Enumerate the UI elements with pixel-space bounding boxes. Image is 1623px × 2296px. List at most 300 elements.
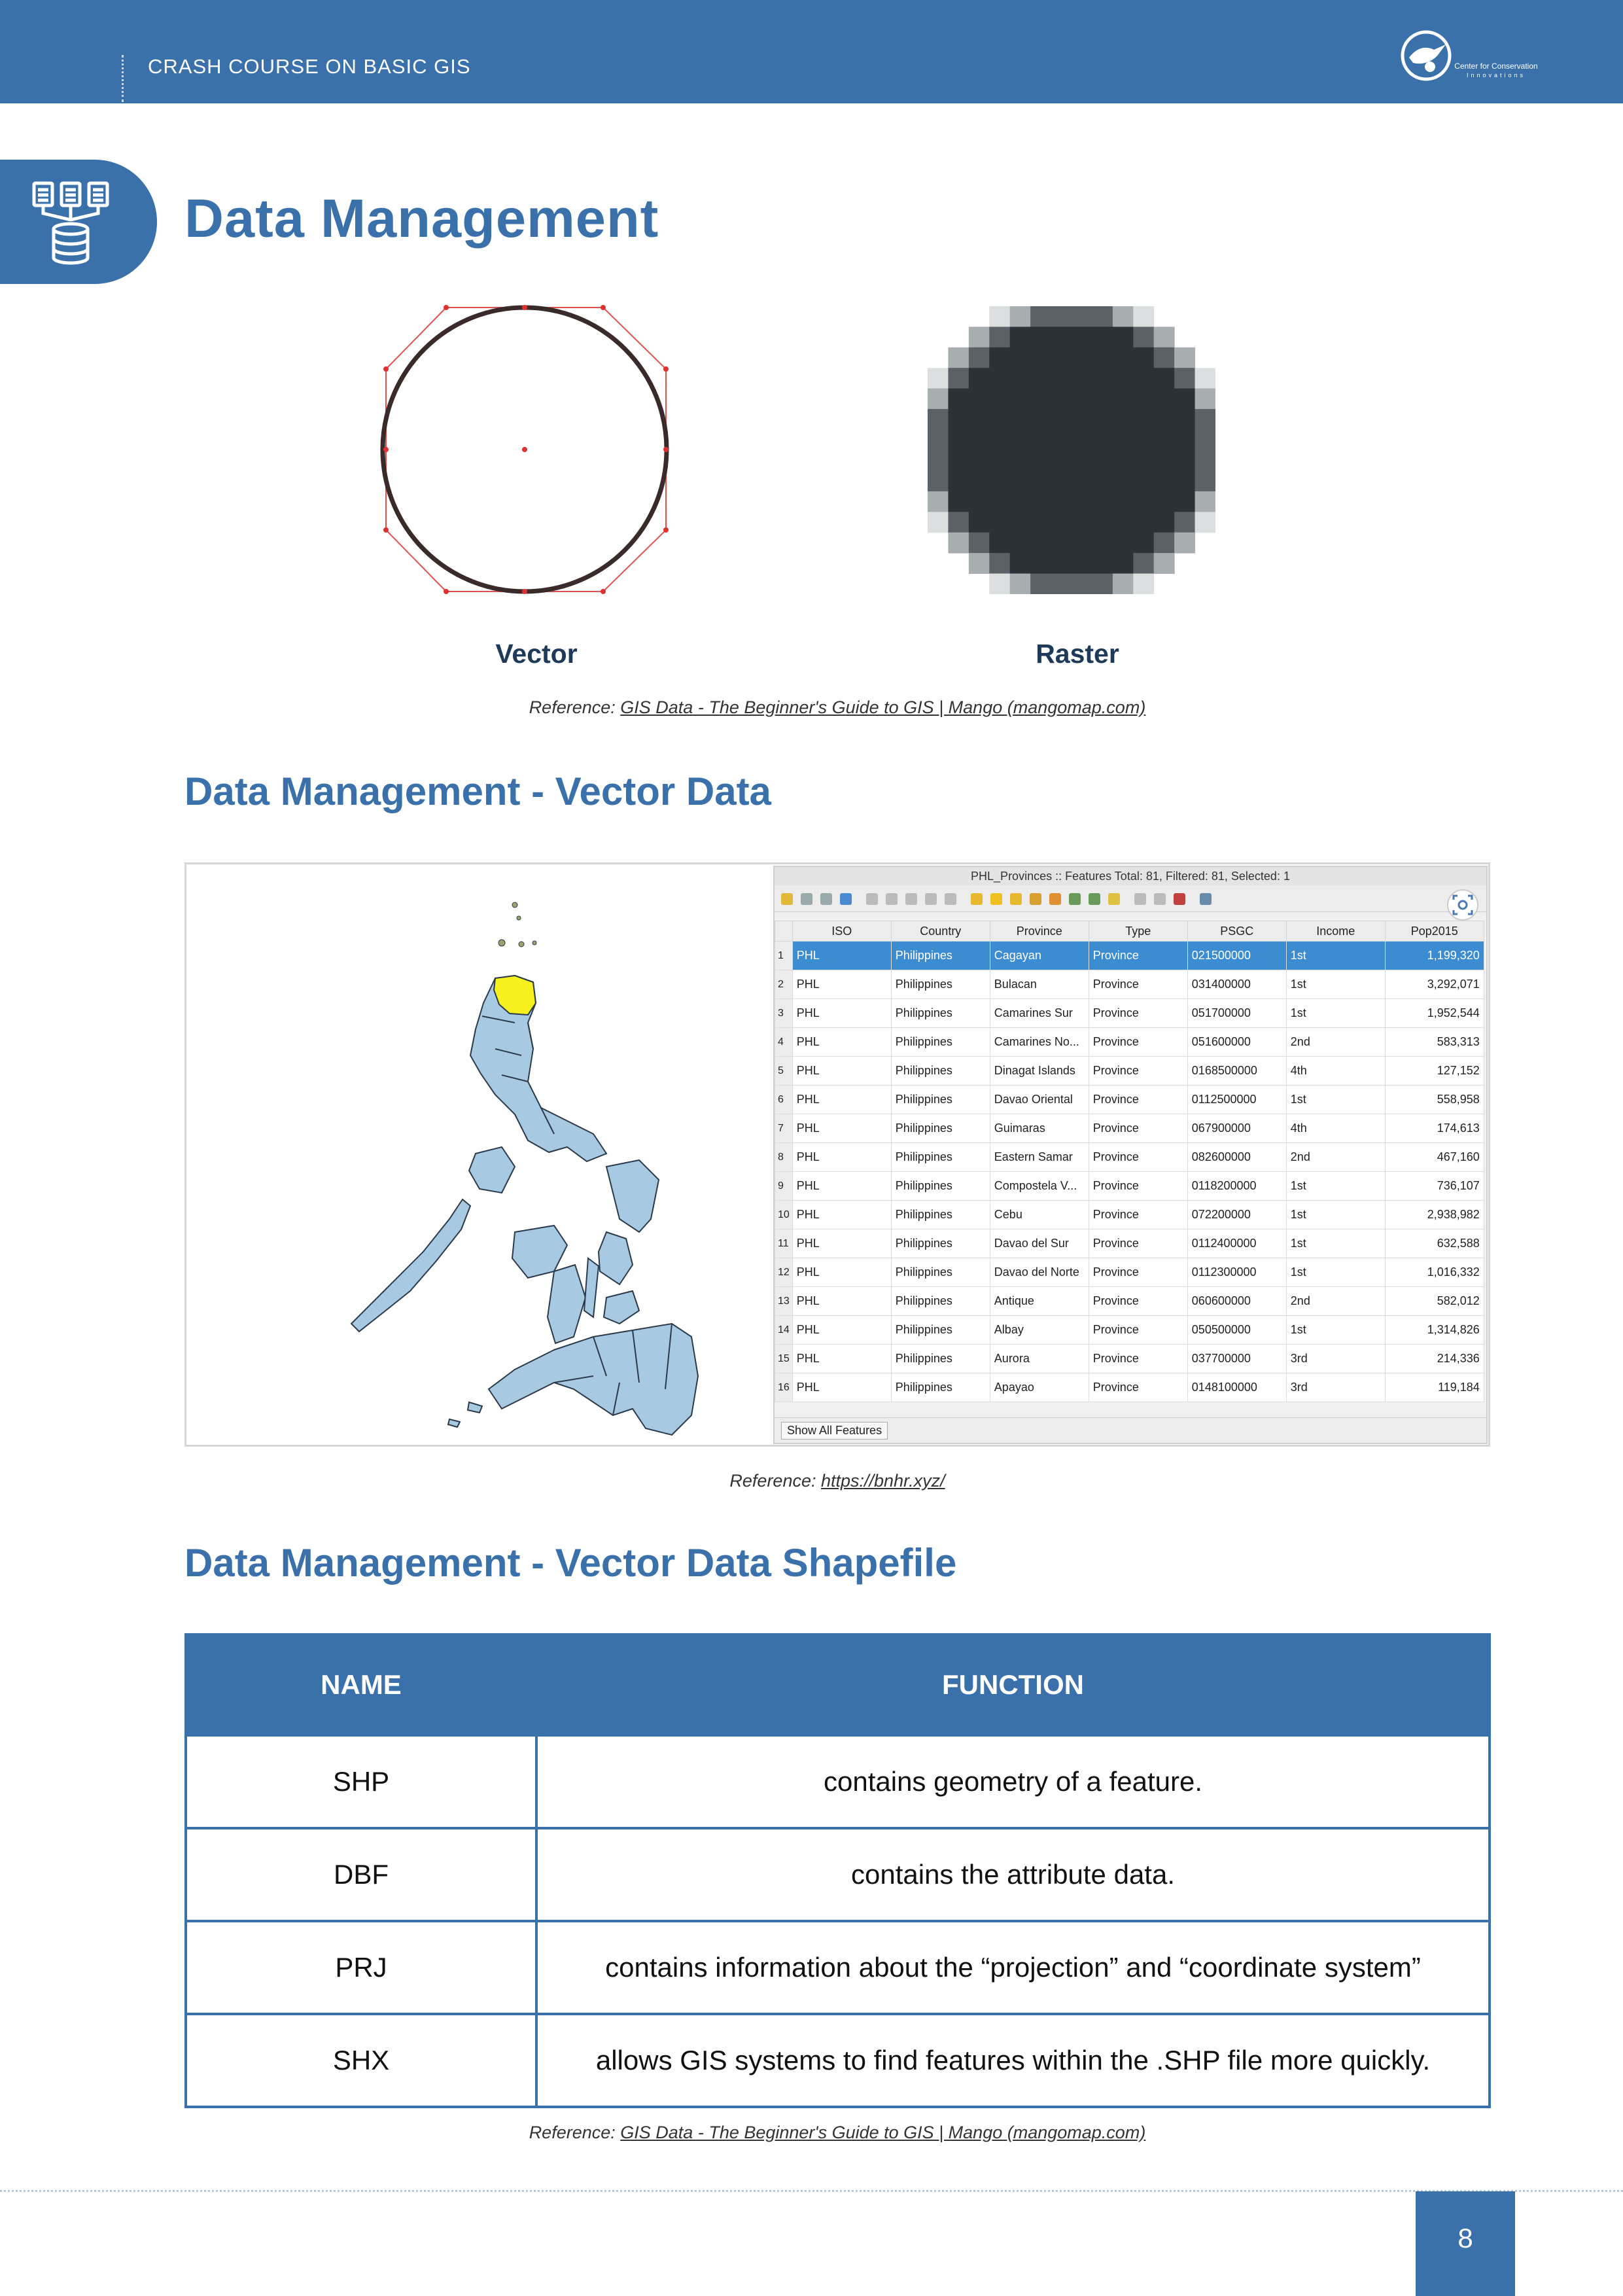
table-row[interactable] <box>775 1229 1484 1258</box>
table-cell[interactable]: Province <box>1089 1287 1187 1316</box>
raster-pixel <box>969 553 990 574</box>
table-cell[interactable]: Province <box>1089 1229 1187 1258</box>
raster-pixel <box>928 389 949 410</box>
table-row[interactable] <box>775 1316 1484 1345</box>
raster-pixel <box>969 327 990 347</box>
table-cell[interactable]: PHL <box>792 1287 891 1316</box>
table-cell[interactable]: Philippines <box>891 1086 990 1114</box>
row-number[interactable]: 1 <box>775 942 793 970</box>
table-cell[interactable]: 1,016,332 <box>1385 1258 1484 1287</box>
table-cell[interactable]: PHL <box>792 999 891 1028</box>
raster-pixel <box>1030 450 1051 471</box>
raster-pixel <box>989 327 1010 347</box>
table-cell[interactable]: Antique <box>990 1287 1089 1316</box>
delete-feature-icon[interactable] <box>886 893 898 905</box>
raster-pixel <box>1174 347 1195 368</box>
table-cell[interactable]: Philippines <box>891 1172 990 1201</box>
column-header[interactable]: ISO <box>792 921 891 942</box>
column-header[interactable]: Pop2015 <box>1385 921 1484 942</box>
table-cell[interactable]: Cebu <box>990 1201 1089 1229</box>
raster-pixel <box>1113 430 1134 451</box>
raster-pixel <box>1133 306 1154 327</box>
raster-pixel <box>1030 389 1051 410</box>
raster-pixel <box>1195 491 1215 512</box>
raster-pixel <box>1154 470 1175 491</box>
table-cell[interactable]: 082600000 <box>1187 1143 1286 1172</box>
raster-pixel <box>1010 574 1031 594</box>
raster-pixel <box>1010 450 1031 471</box>
row-number[interactable]: 9 <box>775 1172 793 1201</box>
table-cell[interactable]: 2nd <box>1286 1143 1385 1172</box>
raster-pixel <box>1154 347 1175 368</box>
raster-pixel <box>1051 491 1072 512</box>
show-all-features-button[interactable]: Show All Features <box>781 1422 888 1439</box>
table-cell[interactable]: Province <box>1089 1114 1187 1143</box>
raster-pixel <box>989 347 1010 368</box>
raster-pixel <box>1010 327 1031 347</box>
table-cell[interactable]: PHL <box>792 970 891 999</box>
raster-pixel <box>989 389 1010 410</box>
pencil-icon[interactable] <box>781 893 793 905</box>
reference-link[interactable]: https://bnhr.xyz/ <box>821 1471 945 1491</box>
table-cell[interactable]: PHL <box>792 1028 891 1057</box>
raster-pixel <box>989 306 1010 327</box>
raster-circle-figure <box>928 306 1215 594</box>
table-cell[interactable]: PHL <box>792 942 891 970</box>
raster-pixel <box>989 533 1010 554</box>
raster-pixel <box>1174 491 1195 512</box>
table-cell[interactable]: Philippines <box>891 1114 990 1143</box>
raster-pixel <box>948 512 969 533</box>
table-cell[interactable]: 1st <box>1286 999 1385 1028</box>
table-row[interactable] <box>775 970 1484 999</box>
raster-pixel <box>1113 574 1134 594</box>
raster-label: Raster <box>1036 639 1119 669</box>
table-cell[interactable]: PHL <box>792 1114 891 1143</box>
table-row[interactable] <box>775 1028 1484 1057</box>
raster-pixel <box>1174 430 1195 451</box>
footer-divider <box>0 2190 1623 2192</box>
select-all-icon[interactable] <box>990 893 1002 905</box>
row-number[interactable]: 14 <box>775 1316 793 1345</box>
vector-label: Vector <box>495 639 578 669</box>
section-tab <box>0 160 157 284</box>
raster-pixel <box>1154 327 1175 347</box>
table-cell[interactable]: 0112300000 <box>1187 1258 1286 1287</box>
raster-pixel <box>969 409 990 430</box>
row-number[interactable]: 13 <box>775 1287 793 1316</box>
raster-pixel <box>1113 409 1134 430</box>
table-cell[interactable]: 050500000 <box>1187 1316 1286 1345</box>
table-cell[interactable]: Compostela V... <box>990 1172 1089 1201</box>
table-row[interactable] <box>775 1373 1484 1402</box>
raster-pixel <box>1072 347 1092 368</box>
file-function: contains the attribute data. <box>536 1828 1490 1921</box>
table-cell[interactable]: Province <box>1089 942 1187 970</box>
raster-pixel <box>1010 533 1031 554</box>
table-cell[interactable]: 3,292,071 <box>1385 970 1484 999</box>
raster-pixel <box>1174 512 1195 533</box>
table-row[interactable] <box>775 1057 1484 1086</box>
logo-line-2: Innovations <box>1466 72 1526 79</box>
file-extension: SHP <box>186 1735 536 1828</box>
attribute-table-header <box>775 921 1484 942</box>
raster-pixel <box>1072 533 1092 554</box>
raster-pixel <box>1010 389 1031 410</box>
table-cell[interactable]: 067900000 <box>1187 1114 1286 1143</box>
row-number-header <box>775 921 793 942</box>
raster-pixel <box>1092 389 1113 410</box>
table-cell[interactable]: Province <box>1089 1028 1187 1057</box>
raster-pixel <box>1154 368 1175 389</box>
table-row[interactable] <box>775 999 1484 1028</box>
raster-pixel <box>1195 470 1215 491</box>
reference-link[interactable]: GIS Data - The Beginner's Guide to GIS | Mango (mangomap.com) <box>620 698 1146 717</box>
table-cell[interactable]: Philippines <box>891 970 990 999</box>
paste-icon[interactable] <box>945 893 956 905</box>
raster-pixel <box>1133 389 1154 410</box>
raster-pixel <box>1133 430 1154 451</box>
add-feature-icon[interactable] <box>866 893 878 905</box>
table-cell[interactable]: 051700000 <box>1187 999 1286 1028</box>
table-cell[interactable]: 127,152 <box>1385 1057 1484 1086</box>
row-number[interactable]: 3 <box>775 999 793 1028</box>
table-cell[interactable]: Philippines <box>891 1028 990 1057</box>
table-cell[interactable]: PHL <box>792 1258 891 1287</box>
zoom-selection-icon[interactable] <box>1108 893 1120 905</box>
table-cell[interactable]: 037700000 <box>1187 1345 1286 1373</box>
raster-pixel <box>928 491 949 512</box>
reference-3 <box>184 2123 1490 2143</box>
raster-pixel <box>1010 430 1031 451</box>
table-cell[interactable]: 214,336 <box>1385 1345 1484 1373</box>
table-cell[interactable]: Province <box>1089 1345 1187 1373</box>
field-calculator-icon[interactable] <box>1174 893 1185 905</box>
raster-pixel <box>1010 553 1031 574</box>
table-cell[interactable]: 031400000 <box>1187 970 1286 999</box>
table-cell[interactable]: Province <box>1089 1258 1187 1287</box>
table-cell[interactable]: Philippines <box>891 1287 990 1316</box>
raster-pixel <box>1010 491 1031 512</box>
row-number[interactable]: 7 <box>775 1114 793 1143</box>
raster-pixel <box>1195 430 1215 451</box>
column-header[interactable]: Type <box>1089 921 1187 942</box>
raster-pixel <box>1072 553 1092 574</box>
cut-icon[interactable] <box>905 893 917 905</box>
raster-pixel <box>1030 347 1051 368</box>
raster-pixel <box>1113 533 1134 554</box>
table-cell[interactable]: Philippines <box>891 1345 990 1373</box>
select-expression-icon[interactable] <box>971 893 983 905</box>
row-number[interactable]: 11 <box>775 1229 793 1258</box>
table-cell[interactable]: Philippines <box>891 942 990 970</box>
table-cell[interactable]: PHL <box>792 1201 891 1229</box>
reference-prefix: Reference: <box>729 1471 816 1491</box>
file-function: contains geometry of a feature. <box>536 1735 1490 1828</box>
raster-pixel <box>1092 306 1113 327</box>
table-cell[interactable]: Province <box>1089 1373 1187 1402</box>
table-cell[interactable]: Province <box>1089 1316 1187 1345</box>
zoom-to-feature-button[interactable] <box>1447 889 1478 921</box>
file-function: allows GIS systems to find features within the .SHP file more quickly. <box>536 2014 1490 2107</box>
table-cell[interactable]: Province <box>1089 1086 1187 1114</box>
table-cell[interactable]: Bulacan <box>990 970 1089 999</box>
table-cell[interactable]: 583,313 <box>1385 1028 1484 1057</box>
raster-pixel <box>1051 430 1072 451</box>
raster-pixel <box>1010 347 1031 368</box>
file-extension: DBF <box>186 1828 536 1921</box>
raster-pixel <box>928 450 949 471</box>
refresh-icon[interactable] <box>840 893 852 905</box>
raster-pixel <box>1092 512 1113 533</box>
deselect-icon[interactable] <box>1030 893 1041 905</box>
table-cell[interactable]: PHL <box>792 1057 891 1086</box>
column-header[interactable]: Country <box>891 921 990 942</box>
table-cell[interactable]: 1st <box>1286 1258 1385 1287</box>
raster-pixel <box>1030 574 1051 594</box>
raster-pixel <box>1030 533 1051 554</box>
table-cell[interactable]: Philippines <box>891 999 990 1028</box>
new-field-icon[interactable] <box>1134 893 1146 905</box>
reference-2 <box>184 1471 1490 1491</box>
raster-pixel <box>1174 389 1195 410</box>
table-cell[interactable]: Davao del Norte <box>990 1258 1089 1287</box>
table-cell[interactable]: 0112400000 <box>1187 1229 1286 1258</box>
raster-pixel <box>1072 327 1092 347</box>
table-cell[interactable]: 1st <box>1286 1086 1385 1114</box>
table-cell[interactable]: Philippines <box>891 1373 990 1402</box>
table-cell[interactable]: 2,938,982 <box>1385 1201 1484 1229</box>
save-edits-icon[interactable] <box>801 893 812 905</box>
table-cell[interactable]: Camarines Sur <box>990 999 1089 1028</box>
table-cell[interactable]: PHL <box>792 1229 891 1258</box>
table-row[interactable] <box>775 1345 1484 1373</box>
table-cell[interactable]: PHL <box>792 1345 891 1373</box>
copy-icon[interactable] <box>925 893 937 905</box>
table-cell[interactable]: Davao del Sur <box>990 1229 1089 1258</box>
table-cell[interactable]: 0112500000 <box>1187 1086 1286 1114</box>
table-cell[interactable]: Guimaras <box>990 1114 1089 1143</box>
table-row[interactable] <box>775 1086 1484 1114</box>
table-cell[interactable]: 1,199,320 <box>1385 942 1484 970</box>
row-number[interactable]: 8 <box>775 1143 793 1172</box>
table-row[interactable] <box>775 1258 1484 1287</box>
table-row[interactable] <box>775 1201 1484 1229</box>
table-cell[interactable]: Camarines No... <box>990 1028 1089 1057</box>
table-cell[interactable]: 582,012 <box>1385 1287 1484 1316</box>
section-title-shapefile: Data Management - Vector Data Shapefile <box>184 1541 957 1585</box>
table-cell[interactable]: 1st <box>1286 1316 1385 1345</box>
table-cell[interactable]: 3rd <box>1286 1345 1385 1373</box>
raster-pixel <box>948 450 969 471</box>
logo-text <box>1454 62 1539 80</box>
delete-field-icon[interactable] <box>1154 893 1166 905</box>
table-cell[interactable]: Eastern Samar <box>990 1143 1089 1172</box>
table-cell[interactable]: 021500000 <box>1187 942 1286 970</box>
table-cell[interactable]: Albay <box>990 1316 1089 1345</box>
raster-pixel <box>948 430 969 451</box>
column-header[interactable]: Province <box>990 921 1089 942</box>
raster-pixel <box>1030 306 1051 327</box>
table-row[interactable] <box>775 1172 1484 1201</box>
raster-pixel <box>928 512 949 533</box>
filter-icon[interactable] <box>1049 893 1061 905</box>
pan-map-icon[interactable] <box>1089 893 1100 905</box>
attribute-table-window[interactable] <box>773 866 1488 1444</box>
raster-pixel <box>1195 512 1215 533</box>
table-cell[interactable]: 060600000 <box>1187 1287 1286 1316</box>
raster-pixel <box>1174 368 1195 389</box>
table-cell[interactable]: 4th <box>1286 1114 1385 1143</box>
table-cell[interactable]: Province <box>1089 1143 1187 1172</box>
raster-pixel <box>989 512 1010 533</box>
table-cell[interactable]: 4th <box>1286 1057 1385 1086</box>
page-number: 8 <box>1416 2191 1515 2296</box>
raster-pixel <box>948 470 969 491</box>
bird-logo-icon <box>1400 26 1452 85</box>
raster-pixel <box>1133 327 1154 347</box>
table-row[interactable] <box>775 1114 1484 1143</box>
table-cell[interactable]: 0118200000 <box>1187 1172 1286 1201</box>
table-cell[interactable]: Philippines <box>891 1316 990 1345</box>
vector-circle-figure <box>374 302 675 597</box>
raster-pixel <box>1030 553 1051 574</box>
table-cell[interactable]: 1,314,826 <box>1385 1316 1484 1345</box>
table-cell[interactable]: Philippines <box>891 1258 990 1287</box>
table-cell[interactable]: 2nd <box>1286 1028 1385 1057</box>
table-cell[interactable]: 1st <box>1286 942 1385 970</box>
attribute-table-title: PHL_Provinces :: Features Total: 81, Filtered: 81, Selected: 1 <box>775 867 1486 885</box>
table-cell[interactable]: 558,958 <box>1385 1086 1484 1114</box>
table-cell[interactable]: Philippines <box>891 1201 990 1229</box>
table-cell[interactable]: PHL <box>792 1143 891 1172</box>
table-cell[interactable]: 1st <box>1286 1229 1385 1258</box>
attribute-table-footer <box>775 1417 1486 1443</box>
philippines-map <box>188 866 763 1445</box>
table-cell[interactable]: Philippines <box>891 1229 990 1258</box>
table-cell[interactable]: 0168500000 <box>1187 1057 1286 1086</box>
raster-pixel <box>1113 553 1134 574</box>
raster-pixel <box>1072 512 1092 533</box>
row-number[interactable]: 2 <box>775 970 793 999</box>
table-cell[interactable]: Philippines <box>891 1057 990 1086</box>
row-number[interactable]: 12 <box>775 1258 793 1287</box>
table-row[interactable] <box>775 1287 1484 1316</box>
raster-pixel <box>928 430 949 451</box>
column-header[interactable]: PSGC <box>1187 921 1286 942</box>
raster-pixel <box>1195 389 1215 410</box>
raster-pixel <box>1051 306 1072 327</box>
table-cell[interactable]: PHL <box>792 1373 891 1402</box>
column-header[interactable]: Income <box>1286 921 1385 942</box>
row-number[interactable]: 4 <box>775 1028 793 1057</box>
attribute-table[interactable] <box>775 921 1484 1402</box>
raster-pixel <box>1030 512 1051 533</box>
raster-pixel <box>1092 327 1113 347</box>
move-selection-top-icon[interactable] <box>1069 893 1081 905</box>
table-cell[interactable]: Aurora <box>990 1345 1089 1373</box>
raster-pixel <box>1072 491 1092 512</box>
table-cell[interactable]: 119,184 <box>1385 1373 1484 1402</box>
raster-pixel <box>1051 512 1072 533</box>
raster-pixel <box>1051 347 1072 368</box>
table-cell[interactable]: Cagayan <box>990 942 1089 970</box>
raster-pixel <box>1154 430 1175 451</box>
table-cell[interactable]: 1st <box>1286 970 1385 999</box>
table-row[interactable] <box>775 942 1484 970</box>
reference-link[interactable]: GIS Data - The Beginner's Guide to GIS | Mango (mangomap.com) <box>620 2123 1146 2142</box>
row-number[interactable]: 6 <box>775 1086 793 1114</box>
table-cell[interactable]: 0148100000 <box>1187 1373 1286 1402</box>
table-cell[interactable]: Province <box>1089 970 1187 999</box>
raster-pixel <box>969 389 990 410</box>
table-cell[interactable]: 736,107 <box>1385 1172 1484 1201</box>
reference-prefix: Reference: <box>529 698 616 717</box>
table-cell[interactable]: Province <box>1089 999 1187 1028</box>
table-cell[interactable]: PHL <box>792 1172 891 1201</box>
raster-pixel <box>1195 409 1215 430</box>
row-number[interactable]: 15 <box>775 1345 793 1373</box>
raster-pixel <box>1030 368 1051 389</box>
table-cell[interactable]: 1st <box>1286 1172 1385 1201</box>
table-cell[interactable]: 2nd <box>1286 1287 1385 1316</box>
row-number[interactable]: 10 <box>775 1201 793 1229</box>
table-cell[interactable]: 072200000 <box>1187 1201 1286 1229</box>
raster-pixel <box>1092 491 1113 512</box>
table-cell[interactable]: 467,160 <box>1385 1143 1484 1172</box>
row-number[interactable]: 16 <box>775 1373 793 1402</box>
raster-pixel <box>1174 409 1195 430</box>
table-cell[interactable]: Province <box>1089 1201 1187 1229</box>
raster-pixel <box>1174 533 1195 554</box>
table-cell[interactable]: Apayao <box>990 1373 1089 1402</box>
raster-pixel <box>1030 470 1051 491</box>
table-cell[interactable]: PHL <box>792 1086 891 1114</box>
table-cell[interactable]: Province <box>1089 1172 1187 1201</box>
invert-selection-icon[interactable] <box>1010 893 1022 905</box>
raster-pixel <box>969 470 990 491</box>
table-cell[interactable]: 632,588 <box>1385 1229 1484 1258</box>
raster-pixel <box>1195 368 1215 389</box>
raster-pixel <box>1051 409 1072 430</box>
table-cell[interactable]: 1,952,544 <box>1385 999 1484 1028</box>
raster-pixel <box>989 470 1010 491</box>
raster-pixel <box>1092 368 1113 389</box>
table-cell[interactable]: Philippines <box>891 1143 990 1172</box>
save-icon[interactable] <box>820 893 832 905</box>
table-cell[interactable]: Province <box>1089 1057 1187 1086</box>
raster-pixel <box>1174 450 1195 471</box>
raster-pixel <box>1154 512 1175 533</box>
raster-pixel <box>989 368 1010 389</box>
table-cell[interactable]: Dinagat Islands <box>990 1057 1089 1086</box>
raster-pixel <box>969 430 990 451</box>
table-cell[interactable]: 3rd <box>1286 1373 1385 1402</box>
row-number[interactable]: 5 <box>775 1057 793 1086</box>
raster-pixel <box>1010 512 1031 533</box>
raster-pixel <box>1133 491 1154 512</box>
table-row <box>186 2014 1490 2107</box>
table-row[interactable] <box>775 1143 1484 1172</box>
organization-logo <box>1400 26 1537 85</box>
table-cell[interactable]: Davao Oriental <box>990 1086 1089 1114</box>
table-cell[interactable]: 051600000 <box>1187 1028 1286 1057</box>
conditional-formatting-icon[interactable] <box>1200 893 1212 905</box>
table-cell[interactable]: 174,613 <box>1385 1114 1484 1143</box>
table-cell[interactable]: 1st <box>1286 1201 1385 1229</box>
raster-pixel <box>1113 368 1134 389</box>
table-cell[interactable]: PHL <box>792 1316 891 1345</box>
